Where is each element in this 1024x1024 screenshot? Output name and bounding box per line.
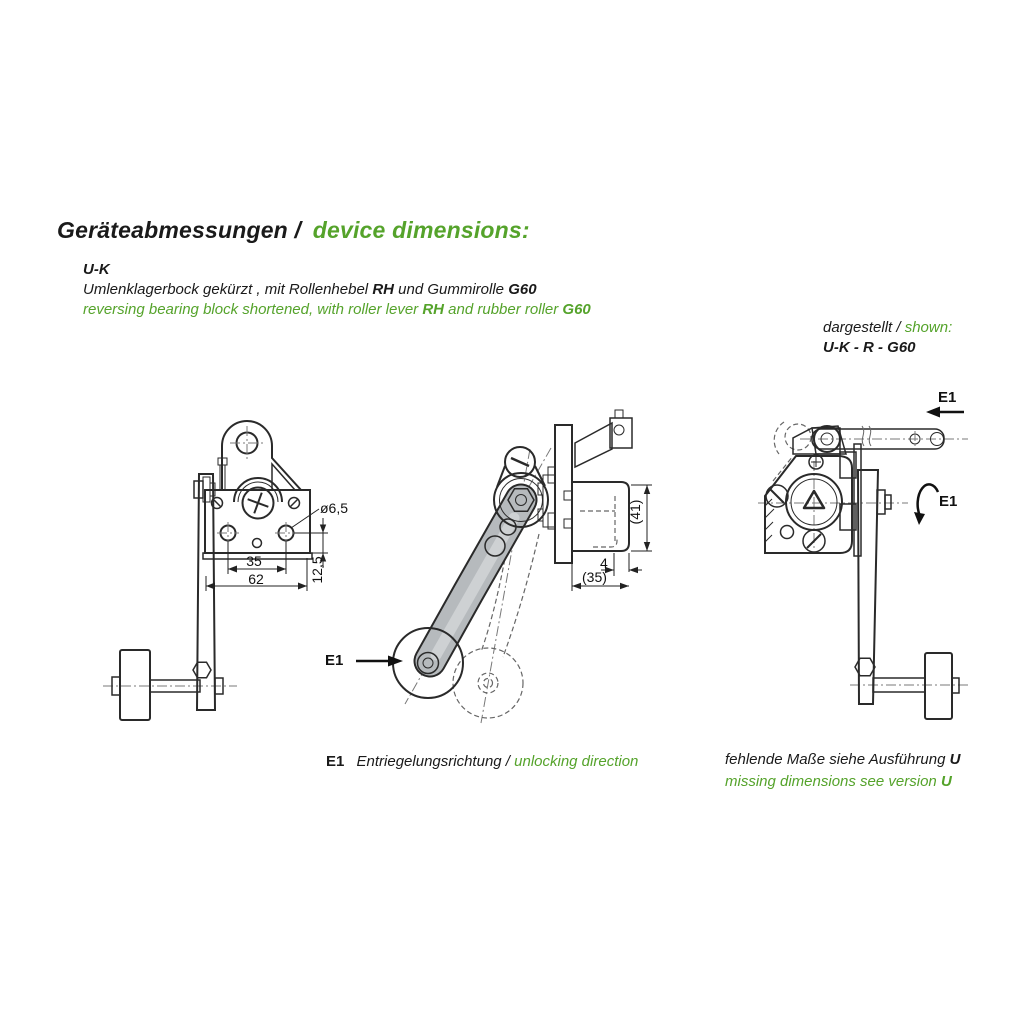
dim-label-block-offset: 4 — [600, 555, 608, 571]
dim-label-hole-offset: 12,5 — [309, 556, 325, 584]
e1-pull-arrow — [926, 407, 964, 418]
desc-en-part: and rubber roller — [444, 301, 563, 318]
dim-label-block-height: (41) — [627, 499, 643, 525]
note-en — [725, 772, 952, 792]
release-rod — [793, 426, 944, 454]
note-en-version: U — [940, 773, 952, 790]
legend-text-de: Entriegelungsrichtung / — [356, 753, 510, 770]
bearing-block — [194, 421, 312, 559]
switch-block — [564, 482, 629, 551]
e1-label-middle: E1 — [325, 652, 344, 669]
mounting-bracket — [538, 410, 632, 563]
e1-label-top-right: E1 — [938, 389, 957, 406]
shown-label — [823, 318, 952, 338]
right-view-drawing — [700, 386, 1024, 726]
desc-en-part: reversing bearing block shortened, with roller lever — [83, 301, 423, 318]
note-en-text: missing dimensions see version — [725, 773, 937, 790]
desc-de-part: Umlenklagerbock gekürzt , mit Rollenhebel — [83, 281, 373, 298]
e1-rotate-arrow — [914, 484, 938, 525]
roller-lever — [430, 447, 548, 661]
page-title-en: device dimensions: — [312, 217, 530, 243]
shown-label-en: shown: — [904, 319, 953, 336]
lever-bar-rear — [840, 444, 891, 704]
variant-desc-en — [83, 300, 591, 320]
e1-direction-arrow — [356, 656, 403, 667]
middle-view-drawing — [318, 403, 663, 748]
desc-de-part: und Gummirolle — [393, 281, 509, 298]
desc-de-g60: G60 — [508, 281, 537, 298]
roller-assembly — [103, 650, 237, 720]
roller-assembly-rear — [873, 653, 959, 719]
note-de-version: U — [949, 751, 961, 768]
legend — [326, 753, 638, 770]
desc-en-rh: RH — [422, 301, 445, 318]
legend-code: E1 — [326, 753, 345, 770]
variant-desc-de — [83, 280, 537, 300]
desc-de-rh: RH — [372, 281, 394, 298]
e1-label-rotate: E1 — [939, 493, 958, 510]
note-de — [725, 750, 960, 770]
note-de-text: fehlende Maße siehe Ausführung — [725, 751, 946, 768]
dim-label-block-depth: (35) — [582, 569, 607, 585]
page-title-de: Geräteabmessungen / — [57, 217, 302, 243]
dim-label-base-width: 62 — [248, 571, 264, 587]
legend-text-en: unlocking direction — [514, 753, 639, 770]
device-body — [765, 455, 852, 553]
variant-code: U-K — [83, 261, 110, 278]
shown-value: U-K - R - G60 — [823, 339, 916, 356]
page-title — [57, 217, 530, 244]
centerlines — [758, 439, 968, 685]
desc-en-g60: G60 — [562, 301, 591, 318]
dim-label-hole-diameter: ø6,5 — [320, 500, 349, 516]
dim-label-hole-spacing: 35 — [246, 553, 262, 569]
shown-label-de: dargestellt / — [823, 319, 901, 336]
